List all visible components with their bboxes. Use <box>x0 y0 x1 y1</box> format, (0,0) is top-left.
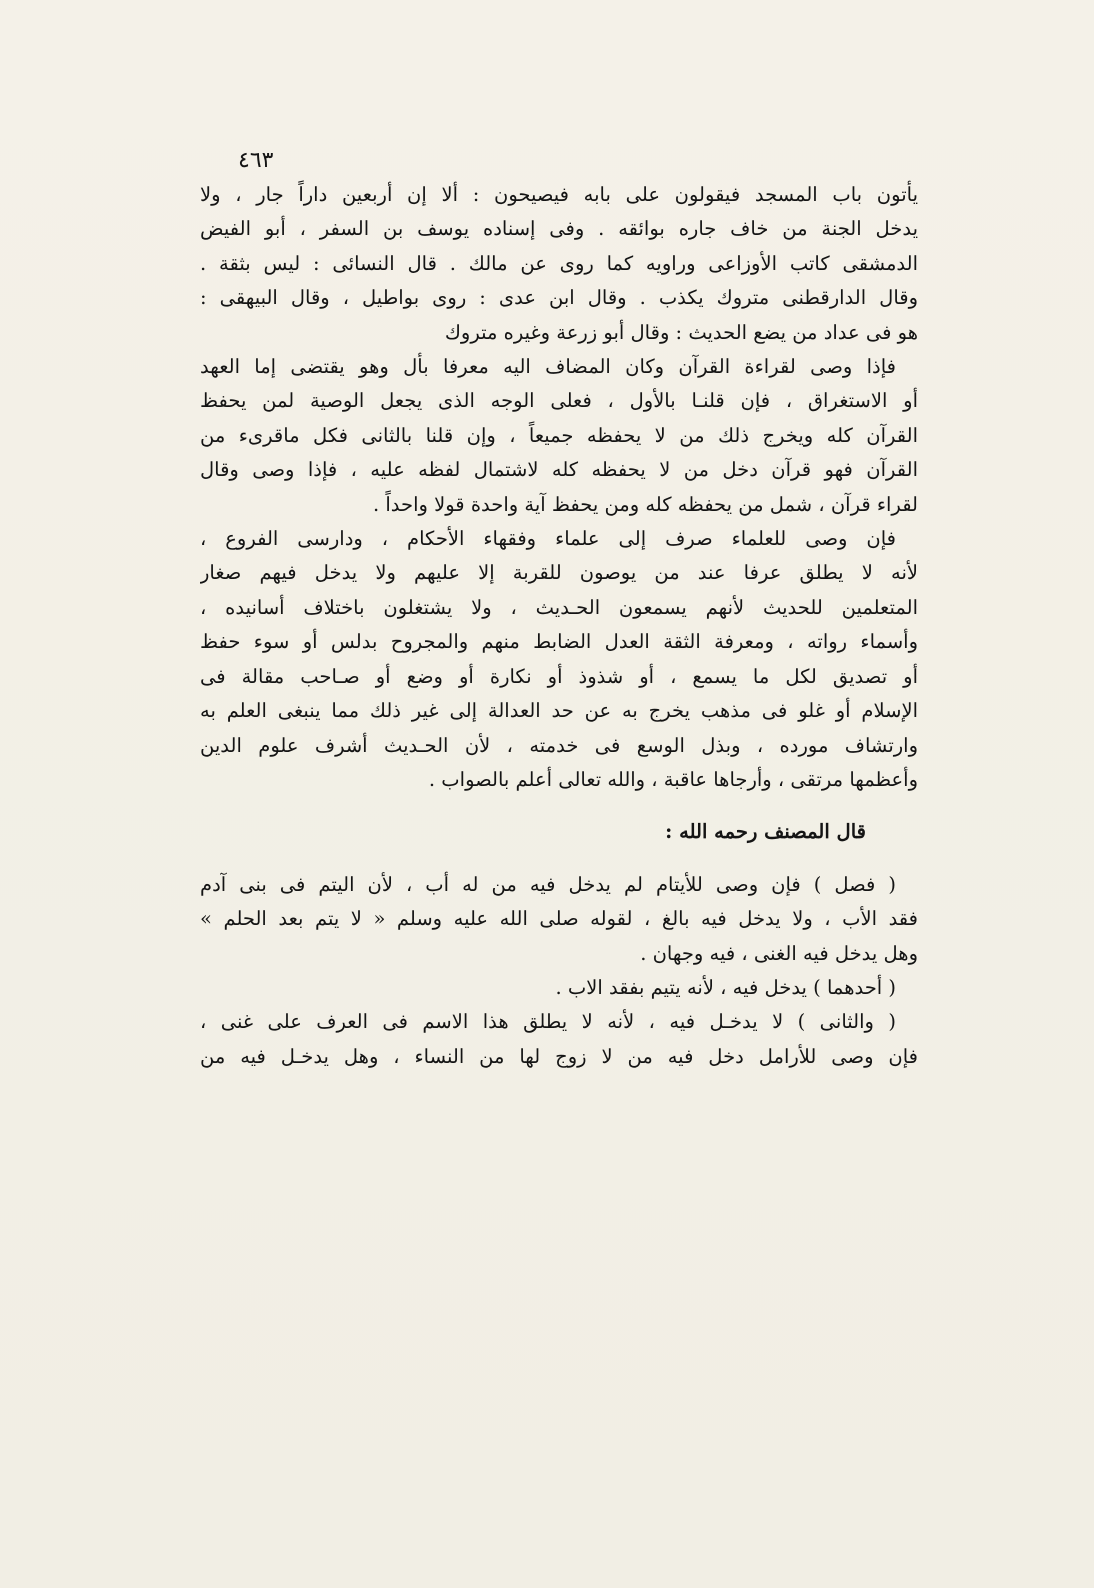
section-heading: قال المصنف رحمه الله : <box>665 820 866 844</box>
text-line: القرآن فهو قرآن دخل من لا يحفظه كله لاشتمال لفظه عليه ، فإذا وصى وقال <box>200 458 918 482</box>
text-line: ( والثانى ) لا يدخـل فيه ، لأنه لا يطلق هذا الاسم فى العرف على غنى ، <box>200 1010 896 1034</box>
text-line: ( فصل ) فإن وصى للأيتام لم يدخل فيه من له أب ، لأن اليتم فى بنى آدم <box>200 872 896 896</box>
text-line: فإن وصى للأرامل دخل فيه من لا زوج لها من النساء ، وهل يدخـل فيه من <box>200 1044 918 1068</box>
text-line: أو الاستغراق ، فإن قلنـا بالأول ، فعلى الوجه الذى يجعل الوصية لمن يحفظ <box>200 389 918 413</box>
text-line: هو فى عداد من يضع الحديث : وقال أبو زرعة وغيره متروك <box>444 320 918 344</box>
text-line: يأتون باب المسجد فيقولون على بابه فيصيحون : ألا إن أربعين داراً جار ، ولا <box>200 183 918 206</box>
text-line: وأسماء رواته ، ومعرفة الثقة العدل الضابط منهم والمجروح بدلس أو سوء حفظ <box>200 630 918 654</box>
text-line: أو تصديق لكل ما يسمع ، أو شذوذ أو نكارة أو وضع أو صـاحب مقالة فى <box>200 664 918 688</box>
text-line: فقد الأب ، ولا يدخل فيه بالغ ، لقوله صلى الله عليه وسلم « لا يتم بعد الحلم » <box>200 907 918 931</box>
text-line: القرآن كله ويخرج ذلك من لا يحفظه جميعاً ، وإن قلنا بالثانى فكل ماقرىء من <box>200 423 918 447</box>
text-line: يدخل الجنة من خاف جاره بوائقه . وفى إسناده يوسف بن السفر ، أبو الفيض <box>200 217 918 241</box>
body-text <box>200 178 918 1074</box>
text-line: وارتشاف مورده ، وبذل الوسع فى خدمته ، لأن الحـديث أشرف علوم الدين <box>200 733 918 757</box>
text-line: فإن وصى للعلماء صرف إلى علماء وفقهاء الأحكام ، ودارسى الفروع ، <box>200 527 896 551</box>
page-number: ٤٦٣ <box>238 148 274 173</box>
text-line: وهل يدخل فيه الغنى ، فيه وجهان . <box>640 941 918 965</box>
text-line: المتعلمين للحديث لأنهم يسمعون الحـديث ، ولا يشتغلون باختلاف أسانيده ، <box>200 595 918 619</box>
text-line: وقال الدارقطنى متروك يكذب . وقال ابن عدى : روى بواطيل ، وقال البيهقى : <box>200 286 918 310</box>
text-line: وأعظمها مرتقى ، وأرجاها عاقبة ، والله تعالى أعلم بالصواب . <box>428 767 918 791</box>
text-line: ( أحدهما ) يدخل فيه ، لأنه يتيم بفقد الاب . <box>555 975 896 999</box>
text-line: فإذا وصى لقراءة القرآن وكان المضاف اليه معرفا بأل وهو يقتضى إما العهد <box>200 355 896 379</box>
text-line: لأنه لا يطلق عرفا عند من يوصون للقربة إلا عليهم ولا يدخل فيهم صغار <box>200 561 918 585</box>
text-line: لقراء قرآن ، شمل من يحفظه كله ومن يحفظ آية واحدة قولا واحداً . <box>372 492 918 516</box>
text-line: الإسلام أو غلو فى مذهب يخرج به عن حد العدالة إلى غير ذلك مما ينبغى العلم به <box>200 699 918 723</box>
text-line: الدمشقى كاتب الأوزاعى وراويه كما روى عن مالك . قال النسائى : ليس بثقة . <box>200 251 918 275</box>
